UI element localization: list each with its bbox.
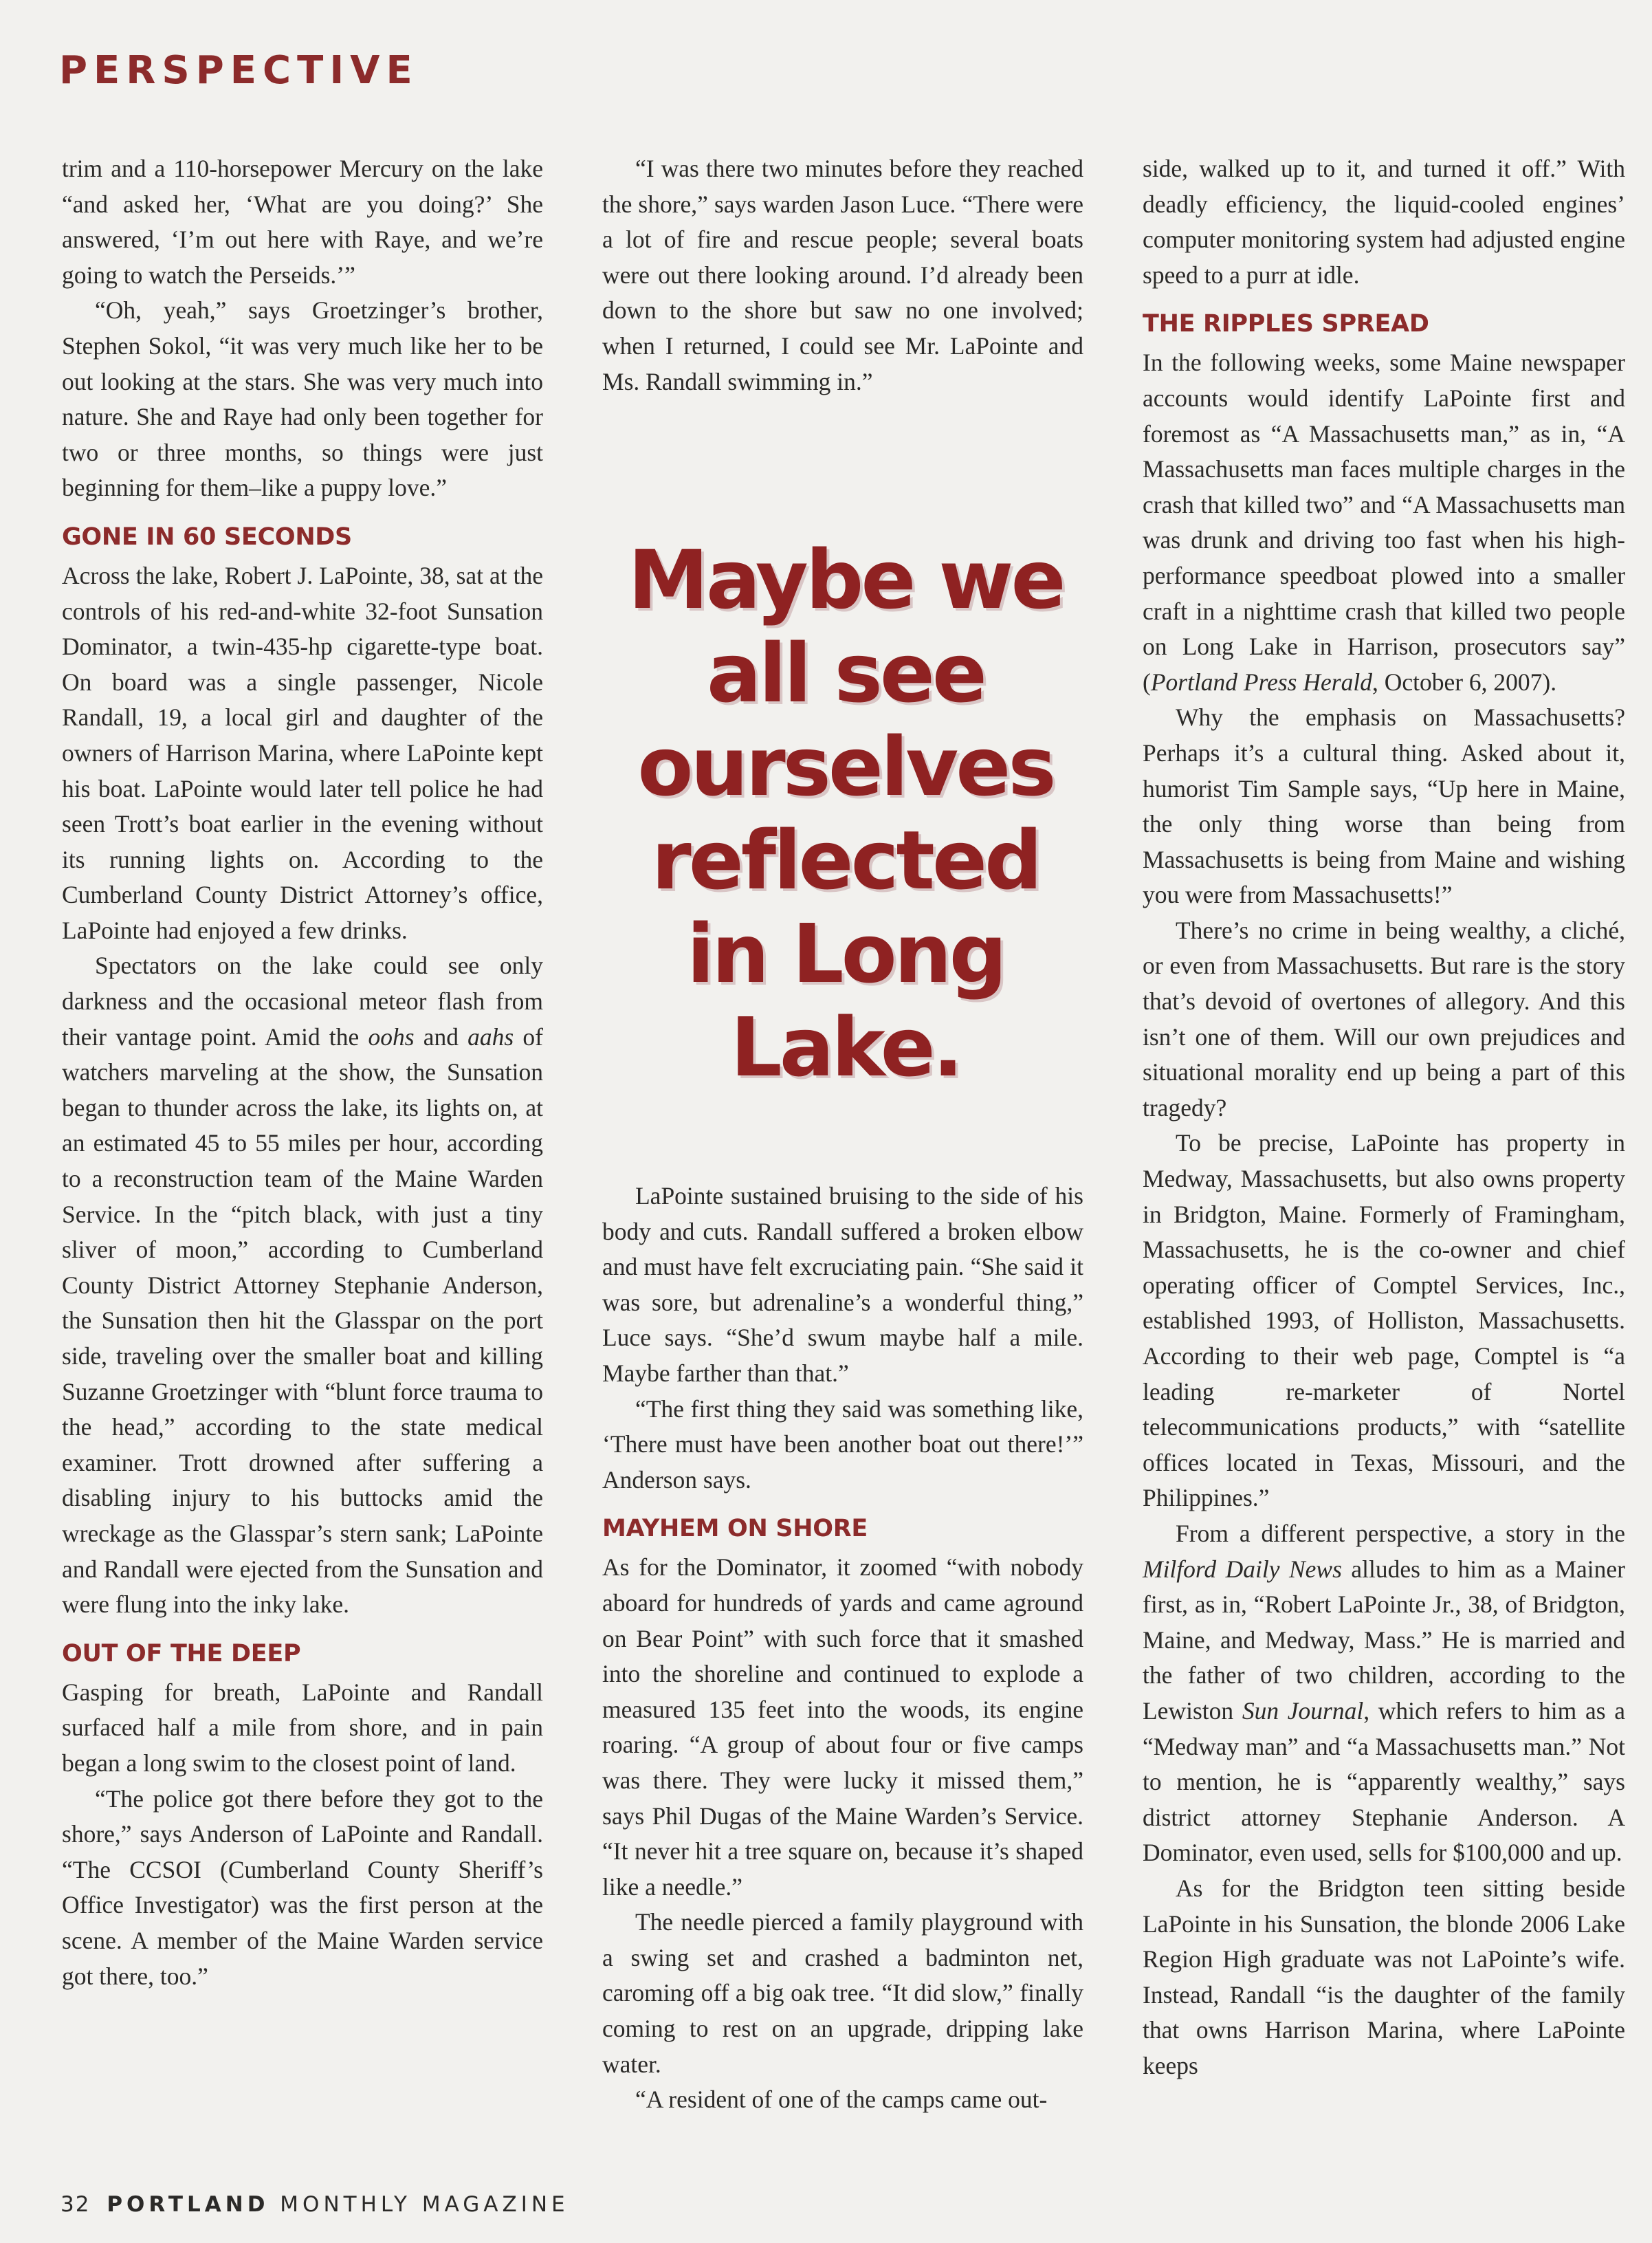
paragraph: Gasping for breath, LaPointe and Randall surfaced half a mile from shore, and in pain began a long swim to the closest point of land. bbox=[62, 1678, 543, 1777]
paragraph: side, walked up to it, and turned it off.” With deadly efficiency, the liquid-cooled engines’ computer monitoring system had adjusted engine speed to a purr at idle. bbox=[1143, 155, 1625, 289]
paragraph: “Oh, yeah,” says Groetzinger’s brother, Stephen Sokol, “it was very much like her to be out looking at the stars. She was very much into nature. She and Raye had only been together for two or three months, so things were just beginning for them–like a puppy love.” bbox=[62, 296, 543, 502]
magazine-name-rest: MONTHLY MAGAZINE bbox=[280, 2192, 569, 2217]
italic-aahs: aahs bbox=[467, 1022, 514, 1051]
magazine-name-bold: PORTLAND bbox=[107, 2192, 269, 2217]
article-column-1 bbox=[62, 151, 543, 1994]
page-footer bbox=[60, 2192, 569, 2217]
paragraph: trim and a 110-horsepower Mercury on the lake “and asked her, ‘What are you doing?’ She answered, ‘I’m out here with Raye, and we’re going to watch the Perseids.’” bbox=[62, 155, 543, 289]
paragraph: “The police got there before they got to the shore,” says Anderson of LaPointe and Randall. “The CCSOI (Cumberland County Sheriff’s Office Investigator) was the first person at the scene. A member of the Maine Warden service got there, too.” bbox=[62, 1784, 543, 1990]
paragraph: Across the lake, Robert J. LaPointe, 38, sat at the controls of his red-and-white 32-foot Sunsation Dominator, a twin-435-hp cigarette-type boat. On board was a single passenger, Nicole Randall, 19, a local girl and daughter of the owners of Harrison Marina, where LaPointe kept his boat. LaPointe would later tell police he had seen Trott’s boat earlier in the evening without its running lights on. According to the Cumberland County District Attorney’s office, LaPointe had enjoyed a few drinks. bbox=[62, 561, 543, 944]
italic-source: Portland Press Herald bbox=[1150, 668, 1372, 696]
paragraph: LaPointe sustained bruising to the side of his body and cuts. Randall suffered a broken elbow and must have felt excruciating pain. “She said it was sore, but adrenaline’s a wonderful thing,” Luce says. “She’d swum maybe half a mile. Maybe farther than that.” bbox=[602, 1182, 1083, 1387]
pull-quote: Maybe we all see ourselves reflected in Long Lake. bbox=[628, 532, 1064, 1095]
paragraph: Why the emphasis on Massachusetts? Perhaps it’s a cultural thing. Asked about it, humorist Tim Sample says, “Up here in Maine, the only thing worse than being from Massachusetts is being from Maine and wishing you were from Massachusetts!” bbox=[1143, 703, 1625, 909]
article-column-3 bbox=[1143, 151, 1625, 2083]
page-number: 32 bbox=[60, 2192, 91, 2217]
paragraph: As for the Bridgton teen sitting beside LaPointe in his Sunsation, the blonde 2006 Lake Region High graduate was not LaPointe’s wife. Instead, Randall “is the daughter of the family that owns Harrison Marina, where LaPointe keeps bbox=[1143, 1874, 1625, 2079]
paragraph: Spectators on the lake could see only darkness and the occasional meteor flash from their vantage point. Amid the oohs and aahs of watchers marveling at the show, the Sunsation began to thunder across the lake, its lights on, at an estimated 45 to 55 miles per hour, according to a reconstruction team of the Maine Warden Service. In the “pitch black, with just a tiny sliver of moon,” according to Cumberland County District Attorney Stephanie Anderson, the Sunsation then hit the Glasspar on the port side, traveling over the smaller boat and killing Suzanne Groetzinger with “blunt force trauma to the head,” according to the state medical examiner. Trott drowned after suffering a disabling injury to his buttocks amid the wreckage as the Glasspar’s stern sank; LaPointe and Randall were ejected from the Sunsation and were flung into the inky lake. bbox=[62, 952, 544, 1619]
italic-source: Milford Daily News bbox=[1143, 1555, 1342, 1583]
paragraph: In the following weeks, some Maine newspaper accounts would identify LaPointe first and foremost as “A Massachusetts man,” as in, “A Massachusetts man faces multiple charges in the crash that killed two” and “A Massachusetts man was drunk and driving too fast when his high-performance speedboat plowed into a smaller craft in a nighttime crash that killed two people on Long Lake in Harrison, prosecutors say” (Portland Press Herald, October 6, 2007). bbox=[1143, 349, 1625, 696]
paragraph: To be precise, LaPointe has property in Medway, Massachusetts, but also owns property in Bridgton, Maine. Formerly of Framingham, Massachusetts, he is the co-owner and chief operating officer of Comptel Services, Inc., established 1993, of Holliston, Massachusetts. According to their web page, Comptel is “a leading re-marketer of Nortel telecommunications products,” with “satellite offices located in Texas, Missouri, and the Philippines.” bbox=[1143, 1129, 1625, 1512]
paragraph: As for the Dominator, it zoomed “with nobody aboard for hundreds of yards and came aground on Bear Point” with such force that it smashed into the shoreline and continued to explode a measured 135 feet into the woods, its engine roaring. “A group of about four or five camps was there. They were lucky it missed them,” says Phil Dugas of the Maine Warden’s Service. “It never hit a tree square on, because it’s shaped like a needle.” bbox=[602, 1553, 1083, 1901]
paragraph: “A resident of one of the camps came out- bbox=[635, 2086, 1048, 2114]
paragraph: The needle pierced a family playground with a swing set and crashed a badminton net, caroming off a big oak tree. “It did slow,” finally coming to rest on an upgrade, dripping lake water. bbox=[602, 1908, 1083, 2078]
subheading-mayhem-on-shore: MAYHEM ON SHORE bbox=[602, 1515, 868, 1543]
paragraph: “The first thing they said was something like, ‘There must have been another boat out there!’” Anderson says. bbox=[602, 1394, 1083, 1493]
subheading-the-ripples-spread: THE RIPPLES SPREAD bbox=[1143, 310, 1429, 338]
italic-oohs: oohs bbox=[368, 1022, 415, 1051]
article-column-2-bottom bbox=[602, 1179, 1083, 2118]
article-column-2-top bbox=[602, 151, 1083, 400]
paragraph: “I was there two minutes before they reached the shore,” says warden Jason Luce. “There were a lot of fire and rescue people; several boats were out there looking around. I’d already been down to the shore but saw no one involved; when I returned, I could see Mr. LaPointe and Ms. Randall swimming in.” bbox=[602, 155, 1083, 395]
subheading-out-of-the-deep: OUT OF THE DEEP bbox=[62, 1639, 301, 1667]
section-title: PERSPECTIVE bbox=[59, 48, 419, 93]
italic-source: Sun Journal bbox=[1242, 1696, 1364, 1725]
paragraph: There’s no crime in being wealthy, a cliché, or even from Massachusetts. But rare is the story that’s devoid of overtones of allegory. And this isn’t one of them. Will our own prejudices and situational morality end up being a part of this tragedy? bbox=[1143, 916, 1625, 1122]
subheading-gone-in-60-seconds: GONE IN 60 SECONDS bbox=[62, 523, 352, 551]
paragraph: From a different perspective, a story in the Milford Daily News alludes to him as a Mainer first, as in, “Robert LaPointe Jr., 38, of Bridgton, Maine, and Medway, Mass.” He is married and the father of two children, according to the Lewiston Sun Journal, which refers to him as a “Medway man” and “a Massachusetts man.” Not to mention, he is “apparently wealthy,” says district attorney Stephanie Anderson. A Dominator, even used, sells for $100,000 and up. bbox=[1143, 1519, 1626, 1867]
